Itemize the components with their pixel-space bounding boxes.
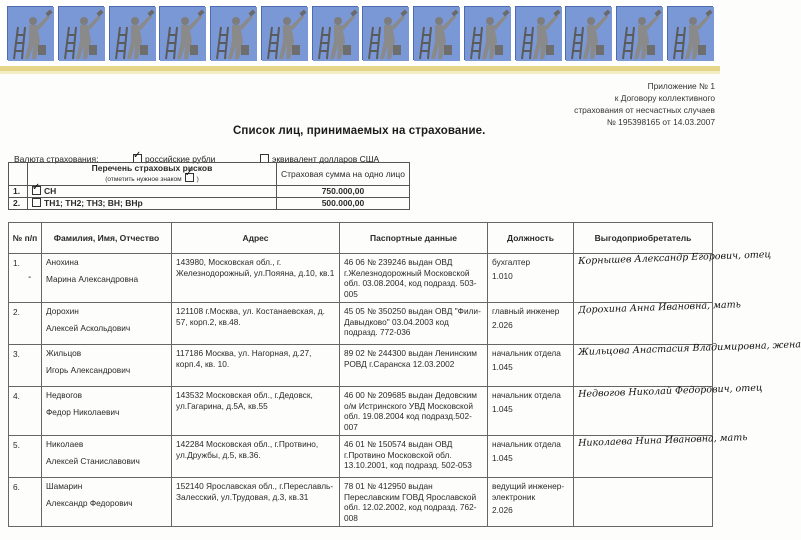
row-fio [42,387,172,436]
worker-with-ladder-statue-icon [413,6,459,60]
risk-row-risks [28,186,277,198]
col-header-beneficiary: Выгодоприобретатель [574,223,713,254]
decorative-band-light [0,71,720,74]
row-position [488,387,574,436]
row-surname: Шамарин [46,481,83,491]
col-header-position: Должность [488,223,574,254]
row-position-title: начальник отдела [492,348,561,358]
row-passport: 45 05 № 350250 выдан ОВД "Фили-Давыдково" 03.04.2003 код подразд. 772-036 [340,303,488,345]
risk-table [8,162,410,210]
worker-with-ladder-statue-icon [7,6,53,60]
row-fio [42,345,172,387]
appendix-line: № 195398165 от 14.03.2007 [606,117,715,127]
hand-dash-mark: - [28,272,32,283]
row-position-code: 1.010 [492,270,513,281]
col-header-passport: Паспортные данные [340,223,488,254]
row-position-code: 1.045 [492,361,513,372]
row-given-names: Игорь Александрович [46,364,131,375]
appendix-line: страхования от несчастных случаев [574,105,715,115]
col-header-fio: Фамилия, Имя, Отчество [42,223,172,254]
risk-header-right: Страховая сумма на одно лицо [277,163,410,186]
worker-with-ladder-statue-icon [667,6,713,60]
row-position [488,478,574,527]
row-position [488,436,574,478]
table-row [9,345,713,387]
row-given-names: Федор Николаевич [46,406,120,417]
worker-with-ladder-statue-icon [58,6,104,60]
appendix-line: Приложение № 1 [647,81,715,91]
row-fio [42,478,172,527]
worker-with-ladder-statue-icon [616,6,662,60]
checkbox-checked-icon [185,173,194,182]
row-position [488,345,574,387]
row-position-title: главный инженер [492,306,560,316]
worker-with-ladder-statue-icon [515,6,561,60]
table-row [9,478,713,527]
risk-row-num: 1. [9,186,28,198]
insured-persons-table [8,222,801,527]
row-num: 4. [9,387,42,436]
handwritten-beneficiary: Дорохина Анна Ивановна, мать [577,299,741,316]
table-row [9,387,713,436]
row-beneficiary [574,432,748,478]
row-given-names: Алексей Аскольдович [46,322,131,333]
worker-with-ladder-statue-icon [312,6,358,60]
col-header-address: Адрес [172,223,340,254]
row-surname: Жильцов [46,348,82,358]
row-fio [42,254,172,303]
risk-header-left-note: (отметить нужное знаком [105,176,182,183]
risk-row-sum: 750.000,00 [277,186,410,198]
row-num: 3. [9,345,42,387]
row-beneficiary [574,478,713,527]
worker-with-ladder-statue-icon [261,6,307,60]
row-given-names: Марина Александровна [46,273,139,284]
checkbox-empty-icon [32,198,41,207]
row-address: 143532 Московская обл., г.Дедовск, ул.Гагарина, д.5А, кв.55 [172,387,340,436]
row-position [488,254,574,303]
risk-row-num: 2. [9,198,28,210]
row-passport: 46 01 № 150574 выдан ОВД г.Протвино Московской обл. 13.10.2001, код подразд. 502-053 [340,436,488,478]
worker-with-ladder-statue-icon [159,6,205,60]
row-position-title: начальник отдела [492,439,561,449]
appendix-line: к Договору коллективного [614,93,715,103]
row-position-title: ведущий инженер-электроник [492,481,565,502]
row-address: 143980, Московская обл., г. Железнодорожный, ул.Пояяна, д.10, кв.1 [172,254,340,303]
risk-header-empty [9,163,28,186]
row-fio [42,436,172,478]
page-title: Список лиц, принимаемых на страхование. [233,125,486,137]
worker-with-ladder-statue-icon [210,6,256,60]
risk-row-sum: 500.000,00 [277,198,410,210]
risk-header-left: Перечень страховых рисков (отметить нужное знаком✓ ) [28,163,277,186]
row-address: 121108 г.Москва, ул. Костанаевская, д. 57, корп.2, кв.48. [172,303,340,345]
handwritten-beneficiary [578,476,708,481]
row-surname: Дорохин [46,306,79,316]
row-num: 2. [9,303,42,345]
currency-option-rubles-label: российские рубли [145,154,216,164]
row-num: 6. [9,478,42,527]
row-position [488,303,574,345]
row-num: 5. [9,436,42,478]
row-beneficiary [574,339,801,387]
worker-with-ladder-statue-icon [109,6,155,60]
handwritten-beneficiary: Корнышев Александр Егорович, отец [577,249,772,267]
row-position-code: 2.026 [492,505,513,515]
banner [0,0,720,66]
table-row [9,303,713,345]
handwritten-beneficiary: Недвогов Николай Федорович, отец [577,382,763,400]
row-position-code: 2.026 [492,319,513,330]
row-passport: 46 06 № 239246 выдан ОВД г.Железнодорожный Московской обл. 03.08.2004, код подразд. 503-005 [340,254,488,303]
col-header-num: № п/п [9,223,42,254]
row-position-title: бухгалтер [492,257,531,267]
row-passport: 78 01 № 412950 выдан Переславским ГОВД Ярославской обл. 12.02.2002, код подразд. 762-008 [340,478,488,527]
row-surname: Николаев [46,439,84,449]
currency-option-usd-label: эквивалент долларов США [272,154,380,164]
table-row [9,254,713,303]
row-position-title: начальник отдела [492,390,561,400]
row-beneficiary [574,249,772,303]
appendix-block [555,80,715,128]
row-address: 152140 Ярославская обл., г.Переславль-Залесский, ул.Трудовая, д.3, кв.31 [172,478,340,527]
row-num: 1. [9,254,42,303]
handwritten-beneficiary: Жильцова Анастасия Владимировна, жена [577,339,801,358]
currency-label: Валюта страхования: [14,154,99,164]
table-header-row [9,223,713,254]
risk-header-left-title: Перечень страховых рисков [91,163,213,173]
row-given-names: Алексей Станиславович [46,455,140,466]
worker-with-ladder-statue-icon [565,6,611,60]
worker-with-ladder-statue-icon [464,6,510,60]
handwritten-beneficiary: Николаева Нина Ивановна, мать [577,432,748,449]
row-fio [42,303,172,345]
row-surname: Недвогов [46,390,83,400]
row-position-code: 1.045 [492,452,513,463]
row-beneficiary [574,299,741,345]
risk-row-risks [28,198,277,210]
risk-row-risks-label: ТН1; ТН2; ТН3; ВН; ВНр [44,198,143,208]
checkbox-checked-icon [32,186,41,195]
row-beneficiary [574,382,763,436]
risk-row-risks-label: СН [44,186,57,196]
row-address: 142284 Московская обл., г.Протвино, ул.Дружбы, д.5, кв.36. [172,436,340,478]
row-passport: 89 02 № 244300 выдан Ленинским РОВД г.Саранска 12.03.2002 [340,345,488,387]
row-given-names: Александр Федорович [46,497,133,508]
row-position-code: 1.045 [492,403,513,414]
row-passport: 46 00 № 209685 выдан Дедовским о/м Истринского УВД Московской обл. 19.08.2004 код подразд.502-007 [340,387,488,436]
table-row [9,436,713,478]
worker-with-ladder-statue-icon [362,6,408,60]
row-address: 117186 Москва, ул. Нагорная, д.27, корп.4, кв. 10. [172,345,340,387]
row-surname: Анохина [46,257,79,267]
